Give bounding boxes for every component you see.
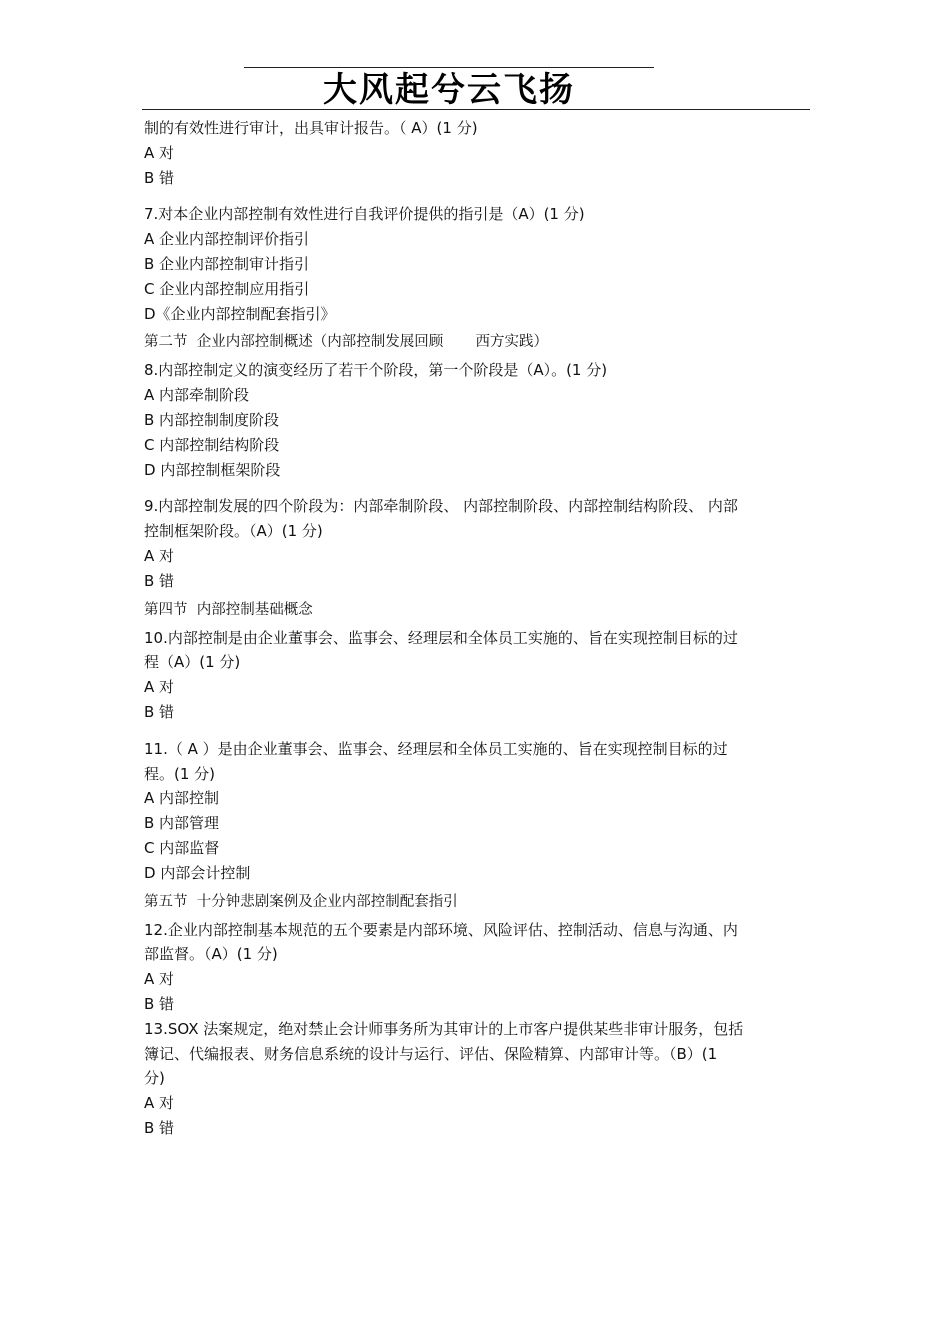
text-line: 12.企业内部控制基本规范的五个要素是内部环境、风险评估、控制活动、信息与沟通、内 bbox=[144, 920, 738, 939]
header-bottom-rule bbox=[142, 109, 810, 110]
text-line: 程。(1 分) bbox=[144, 764, 216, 783]
text-line: A 内部控制 bbox=[144, 789, 220, 808]
text-line: 8.内部控制定义的演变经历了若干个阶段，第一个阶段是（A）。(1 分) bbox=[144, 361, 608, 380]
text-line: 控制框架阶段。（A）(1 分) bbox=[144, 522, 323, 541]
text-line: A 企业内部控制评价指引 bbox=[144, 230, 310, 249]
text-line: B 错 bbox=[144, 571, 175, 590]
text-line: 7.对本企业内部控制有效性进行自我评价提供的指引是（A）(1 分) bbox=[144, 205, 585, 224]
section-heading: 第五节 十分钟悲剧案例及企业内部控制配套指引 bbox=[144, 893, 458, 910]
text-line: C 企业内部控制应用指引 bbox=[144, 279, 310, 298]
text-line: 部监督。（A）(1 分) bbox=[144, 945, 278, 964]
header-title: 大风起兮云飞扬 bbox=[323, 70, 575, 110]
text-line: 10.内部控制是由企业董事会、监事会、经理层和全体员工实施的、旨在实现控制目标的过 bbox=[144, 628, 738, 647]
document-body bbox=[144, 116, 810, 1141]
text-line: 11.（ A ）是由企业董事会、监事会、经理层和全体员工实施的、旨在实现控制目标的过 bbox=[144, 739, 728, 758]
section-heading: 第二节 企业内部控制概述（内部控制发展回顾 西方实践） bbox=[144, 334, 548, 351]
text-line: 制的有效性进行审计，出具审计报告。（ A）(1 分) bbox=[144, 119, 478, 137]
text-line: A 内部牵制阶段 bbox=[144, 386, 250, 405]
text-line: B 内部管理 bbox=[144, 814, 220, 833]
text-line: D 内部控制框架阶段 bbox=[144, 460, 281, 479]
text-line: C 内部控制结构阶段 bbox=[144, 435, 280, 454]
section-heading: 第四节 内部控制基础概念 bbox=[144, 601, 313, 618]
text-line: 9.内部控制发展的四个阶段为：内部牵制阶段、 内部控制阶段、内部控制结构阶段、 内部 bbox=[144, 497, 738, 516]
text-line: B 错 bbox=[144, 168, 175, 187]
paragraph-gap bbox=[144, 190, 810, 202]
text-line: A 对 bbox=[144, 678, 175, 697]
text-line: D《企业内部控制配套指引》 bbox=[144, 304, 336, 323]
text-line: C 内部监督 bbox=[144, 838, 220, 857]
header-top-rule bbox=[244, 67, 654, 68]
text-line: 簿记、代编报表、财务信息系统的设计与运行、评估、保险精算、内部审计等。（B）(1 bbox=[144, 1044, 718, 1063]
text-line: A 对 bbox=[144, 546, 175, 565]
text-line: A 对 bbox=[144, 1094, 175, 1113]
text-line: B 错 bbox=[144, 1118, 175, 1137]
text-line: B 错 bbox=[144, 702, 175, 721]
text-line: A 对 bbox=[144, 143, 175, 162]
paragraph-gap bbox=[144, 725, 810, 737]
paragraph-gap bbox=[144, 482, 810, 494]
text-line: A 对 bbox=[144, 970, 175, 989]
text-line: B 错 bbox=[144, 994, 175, 1013]
text-line: B 内部控制制度阶段 bbox=[144, 410, 280, 429]
text-line: 分) bbox=[144, 1069, 165, 1088]
text-line: B 企业内部控制审计指引 bbox=[144, 254, 310, 273]
text-line: 13.SOX 法案规定，绝对禁止会计师事务所为其审计的上市客户提供某些非审计服务，包括 bbox=[144, 1019, 744, 1038]
text-line: 程（A）(1 分) bbox=[144, 653, 241, 672]
text-line: D 内部会计控制 bbox=[144, 863, 251, 882]
